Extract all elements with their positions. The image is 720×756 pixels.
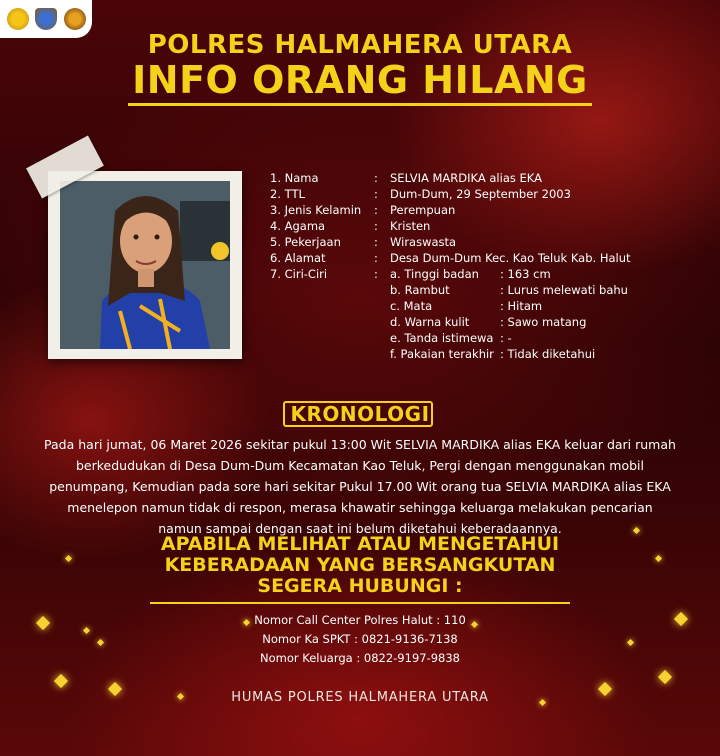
header-underline	[128, 103, 592, 106]
ciri-label: c. Mata	[390, 299, 433, 313]
info-label: 7. Ciri-Ciri	[270, 267, 328, 281]
police-emblem-icon	[7, 8, 29, 30]
kronologi-heading: KRONOLOGI	[290, 402, 430, 426]
kronologi-line: Pada hari jumat, 06 Maret 2026 sekitar pukul 13:00 Wit SELVIA MARDIKA alias EKA keluar dari rumah	[44, 437, 676, 452]
missing-person-photo	[60, 181, 230, 349]
header-line2: INFO ORANG HILANG	[132, 58, 588, 102]
ciri-label: d. Warna kulit	[390, 315, 470, 329]
ciri-value: : -	[500, 331, 512, 345]
contact-numbers	[0, 611, 720, 668]
ciri-label: b. Rambut	[390, 283, 450, 297]
kronologi-line: berkedudukan di Desa Dum-Dum Kecamatan Kao Teluk, Pergi dengan menggunakan mobil	[75, 458, 644, 473]
unit-emblem-icon	[64, 8, 86, 30]
info-label: 3. Jenis Kelamin	[270, 203, 362, 217]
photo-frame	[48, 171, 242, 359]
ciri-value: : Hitam	[500, 299, 543, 313]
ciri-label: e. Tanda istimewa	[390, 331, 494, 345]
info-colon: :	[374, 203, 378, 217]
info-colon: :	[374, 187, 378, 201]
info-label: 1. Nama	[270, 171, 319, 185]
info-colon: :	[374, 267, 378, 281]
info-value: Kristen	[390, 219, 431, 233]
kronologi-line: menelepon namun tidak di respon, merasa khawatir sehingga keluarga melakukan pencarian	[67, 500, 653, 515]
info-colon: :	[374, 251, 378, 265]
kronologi-line: namun sampai dengan saat ini belum diketahui keberadaannya.	[158, 521, 562, 536]
alert-line3: SEGERA HUBUNGI :	[257, 575, 463, 597]
ciri-label: a. Tinggi badan	[390, 267, 479, 281]
info-value: Dum-Dum, 29 September 2003	[390, 187, 571, 201]
info-value: Desa Dum-Dum Kec. Kao Teluk Kab. Halut	[390, 251, 631, 265]
sparkle-icon	[54, 674, 68, 688]
info-colon: :	[374, 219, 378, 233]
contact-call-center: Nomor Call Center Polres Halut : 110	[254, 613, 466, 627]
footer-credit: HUMAS POLRES HALMAHERA UTARA	[231, 690, 489, 705]
ciri-label: f. Pakaian terakhir	[390, 347, 494, 361]
alert-line1: APABILA MELIHAT ATAU MENGETAHUI	[160, 533, 560, 555]
info-colon: :	[374, 171, 378, 185]
contact-call-to-action	[0, 534, 720, 597]
sparkle-icon	[658, 670, 672, 684]
info-label: 4. Agama	[270, 219, 326, 233]
info-value: Perempuan	[390, 203, 456, 217]
info-value: Wiraswasta	[390, 235, 457, 249]
contact-keluarga: Nomor Keluarga : 0822-9197-9838	[260, 651, 460, 665]
ciri-value: : Tidak diketahui	[500, 347, 596, 361]
kronologi-line: penumpang, Kemudian pada sore hari sekitar Pukul 17.00 Wit orang tua SELVIA MARDIKA alias EKA	[49, 479, 671, 494]
alert-line2: KEBERADAAN YANG BERSANGKUTAN	[164, 554, 556, 576]
info-label: 6. Alamat	[270, 251, 326, 265]
info-label: 5. Pekerjaan	[270, 235, 341, 249]
alert-underline	[150, 602, 570, 604]
info-colon: :	[374, 235, 378, 249]
kronologi-text	[20, 434, 700, 539]
info-value: SELVIA MARDIKA alias EKA	[390, 171, 542, 185]
ciri-value: : Lurus melewati bahu	[500, 283, 628, 297]
ciri-value: : 163 cm	[500, 267, 551, 281]
ciri-value: : Sawo matang	[500, 315, 587, 329]
info-label: 2. TTL	[270, 187, 305, 201]
header-line1: POLRES HALMAHERA UTARA	[147, 30, 573, 60]
shield-badge-icon	[35, 8, 57, 30]
contact-ka-spkt: Nomor Ka SPKT : 0821-9136-7138	[262, 632, 458, 646]
